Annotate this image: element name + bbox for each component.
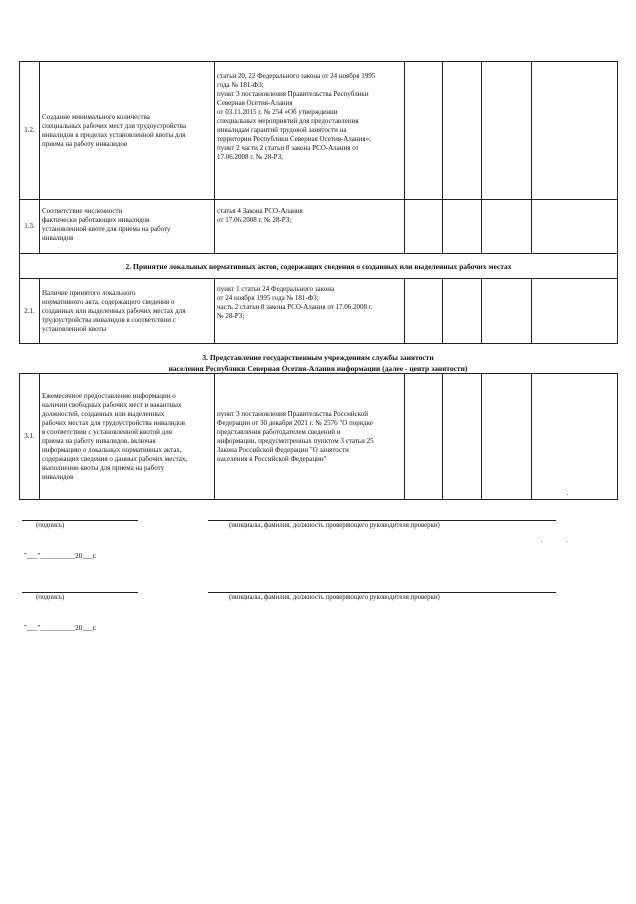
requirement-cell [40,374,215,500]
legal-basis-text: пункт 1 статьи 24 Федерального закона от 24 ноября 1995 года № 181-ФЗ; часть 2 статьи 8 закона РСО-Алания от 17.06.2008 г. № 28-РЗ; [217,285,373,320]
answer-cell-yes [405,374,443,500]
scan-speck [541,541,542,542]
signature-caption: (подпись) [36,594,65,601]
answer-cell-na [482,62,532,200]
section-heading: 2. Принятие локальных нормативных актов, содержащих сведения о созданных или выделенных рабочих местах [20,254,618,279]
note-cell [532,374,618,500]
note-cell [532,279,618,344]
row-number: 1.2. [20,62,40,200]
answer-cell-na [482,279,532,344]
table-row [20,279,618,344]
table-row [20,62,618,200]
answer-cell-no [443,200,482,254]
legal-basis-text: статья 4 Закона РСО-Алания от 17.06.2008 г. № 28-РЗ; [217,207,303,224]
section-heading-row [20,254,618,279]
requirement-cell [40,62,215,200]
name-caption: (инициалы, фамилия, должность проверяющего руководителя проверки) [229,522,440,529]
requirement-text: Наличие принятого локального нормативного акта, содержащего сведения о созданных или выделенных рабочих местах для трудоустройства инвалидов в соответствии с установленной квоты [42,288,186,333]
answer-cell-no [443,374,482,500]
checklist-table [19,61,618,500]
answer-cell-yes [405,279,443,344]
name-line [208,520,556,521]
scan-speck [566,541,567,542]
row-number: 1.3. [20,200,40,254]
name-line [208,592,556,593]
answer-cell-yes [405,62,443,200]
requirement-text: Создание минимального количества специальных рабочих мест для трудоустройства инвалидов в пределах установленной квоты для приема на работу инвалидов [42,112,187,148]
legal-basis-cell [215,374,405,500]
answer-cell-no [443,62,482,200]
requirement-text: Соответствие численности фактически работающих инвалидов установленной квоте для приема на работу инвалидов [42,207,171,242]
row-number: 3.1. [20,374,40,500]
table-row [20,200,618,254]
answer-cell-na [482,374,532,500]
answer-cell-no [443,279,482,344]
table-row [20,374,618,500]
section-3-heading-line1: 3. Представление государственным учреждениям службы занятости [202,353,434,362]
scan-speck [567,494,568,495]
answer-cell-yes [405,200,443,254]
requirement-text: Ежемесячное предоставление информации о наличии свободных рабочих мест и вакантных должностей, созданных или выделенных рабочих местах для трудоустройства инвалидов в соответствии с установленной квотой для приема на работу инвалидов, включая информацию о локальных нормативных актах, содержащих сведения о данных рабочих местах, выполнении квоты для приема на работу инвалидов [42,391,188,481]
signature-caption: (подпись) [36,522,65,529]
legal-basis-cell [215,62,405,200]
section-3-heading-line2: населения Республики Северная Осетия-Алания информации (далее - центр занятости) [168,364,468,373]
section-3-heading [0,352,636,374]
requirement-cell [40,200,215,254]
signature-line [22,592,138,593]
legal-basis-text: пункт 3 постановления Правительства Российской Федерации от 30 декабря 2021 г. № 2576 "О порядке представления работодателем сведений и информации, предусмотренных пунктом 3 статьи 25 Закона Российской Федерации "О занятости населения в Российской Федерации" [217,409,374,463]
date-field: "___"__________20___г. [24,624,97,632]
date-field: "___"__________20___г. [24,552,97,560]
answer-cell-na [482,200,532,254]
legal-basis-text: статьи 20, 22 Федерального закона от 24 ноября 1995 года № 181-ФЗ; пункт 3 постановления Правительства Республики Северная Осетия-Алания от 03.11.2015 г. № 254 «Об утверждении специальных мероприятий для предоставления инвалидам гарантий трудовой занятости на территории Республики Северная Осетия-Алания»; пункт 2 части 2 статьи 8 закона РСО-Алания от 17.06.2008 г. № 28-РЗ; [217,72,376,161]
requirement-cell [40,279,215,344]
note-cell [532,200,618,254]
legal-basis-cell [215,279,405,344]
legal-basis-cell [215,200,405,254]
name-caption: (инициалы, фамилия, должность проверяющего руководителя проверки) [229,594,440,601]
signature-line [22,520,138,521]
note-cell [532,62,618,200]
row-number: 2.1. [20,279,40,344]
